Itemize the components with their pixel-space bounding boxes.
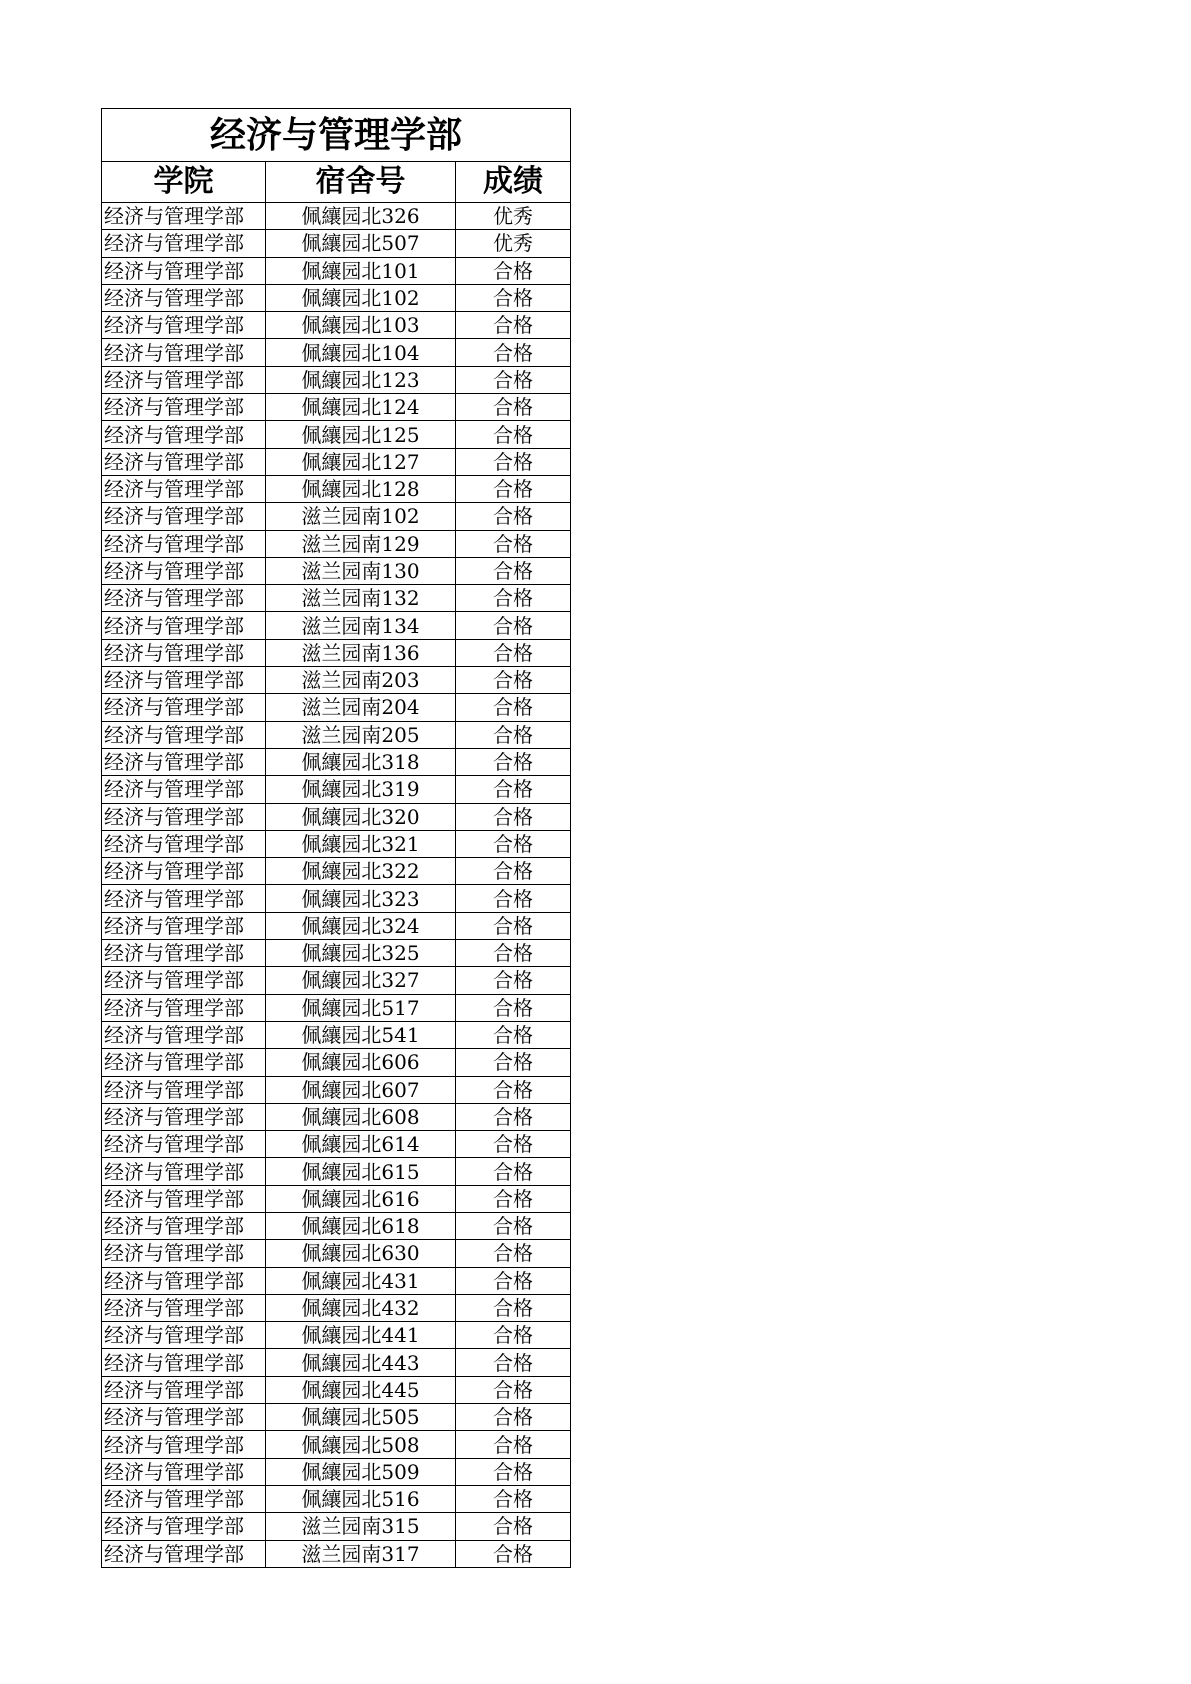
table-row	[102, 1240, 571, 1267]
table-row	[102, 694, 571, 721]
column-header-grade: 成绩	[456, 162, 571, 203]
college-cell: 经济与管理学部	[102, 1404, 266, 1431]
college-cell: 经济与管理学部	[102, 776, 266, 803]
grade-cell: 合格	[456, 1431, 571, 1458]
table-row	[102, 1185, 571, 1212]
grade-cell: 合格	[456, 1131, 571, 1158]
grade-cell: 合格	[456, 912, 571, 939]
college-cell: 经济与管理学部	[102, 885, 266, 912]
grade-cell: 合格	[456, 858, 571, 885]
grade-cell: 合格	[456, 612, 571, 639]
grade-cell: 合格	[456, 312, 571, 339]
dorm-cell: 佩纕园北327	[266, 967, 456, 994]
grade-cell: 合格	[456, 1021, 571, 1048]
dorm-cell: 滋兰园南129	[266, 530, 456, 557]
college-cell: 经济与管理学部	[102, 694, 266, 721]
grade-cell: 合格	[456, 1267, 571, 1294]
college-cell: 经济与管理学部	[102, 230, 266, 257]
grade-cell: 合格	[456, 940, 571, 967]
dorm-cell: 佩纕园北541	[266, 1021, 456, 1048]
column-header-college: 学院	[102, 162, 266, 203]
grade-cell: 合格	[456, 1158, 571, 1185]
dorm-cell: 佩纕园北124	[266, 394, 456, 421]
table-row	[102, 1485, 571, 1512]
college-cell: 经济与管理学部	[102, 503, 266, 530]
grade-cell: 合格	[456, 885, 571, 912]
table-row	[102, 912, 571, 939]
college-cell: 经济与管理学部	[102, 448, 266, 475]
college-cell: 经济与管理学部	[102, 1294, 266, 1321]
dorm-cell: 佩纕园北608	[266, 1103, 456, 1130]
table-body	[102, 203, 571, 1568]
college-cell: 经济与管理学部	[102, 721, 266, 748]
table-row	[102, 284, 571, 311]
college-cell: 经济与管理学部	[102, 1431, 266, 1458]
college-cell: 经济与管理学部	[102, 1103, 266, 1130]
grade-cell: 合格	[456, 1103, 571, 1130]
dorm-cell: 佩纕园北431	[266, 1267, 456, 1294]
dorm-cell: 佩纕园北319	[266, 776, 456, 803]
grade-cell: 合格	[456, 1349, 571, 1376]
table-row	[102, 612, 571, 639]
table-row	[102, 1376, 571, 1403]
table-row	[102, 748, 571, 775]
table-row	[102, 503, 571, 530]
table-row	[102, 885, 571, 912]
table-row	[102, 776, 571, 803]
grade-cell: 合格	[456, 394, 571, 421]
dorm-cell: 佩纕园北517	[266, 994, 456, 1021]
grade-cell: 合格	[456, 585, 571, 612]
college-cell: 经济与管理学部	[102, 667, 266, 694]
dorm-cell: 佩纕园北507	[266, 230, 456, 257]
college-cell: 经济与管理学部	[102, 858, 266, 885]
table-row	[102, 585, 571, 612]
college-cell: 经济与管理学部	[102, 203, 266, 230]
grade-cell: 合格	[456, 475, 571, 502]
grade-cell: 合格	[456, 830, 571, 857]
table-title: 经济与管理学部	[102, 109, 571, 162]
dorm-cell: 佩纕园北323	[266, 885, 456, 912]
dorm-cell: 佩纕园北321	[266, 830, 456, 857]
college-cell: 经济与管理学部	[102, 366, 266, 393]
dorm-cell: 佩纕园北614	[266, 1131, 456, 1158]
college-cell: 经济与管理学部	[102, 1267, 266, 1294]
dorm-cell: 佩纕园北630	[266, 1240, 456, 1267]
grade-cell: 合格	[456, 748, 571, 775]
grade-cell: 合格	[456, 1540, 571, 1567]
college-cell: 经济与管理学部	[102, 967, 266, 994]
dorm-cell: 佩纕园北607	[266, 1076, 456, 1103]
grade-cell: 合格	[456, 339, 571, 366]
table-row	[102, 366, 571, 393]
table-row	[102, 230, 571, 257]
table-row	[102, 1076, 571, 1103]
grade-cell: 优秀	[456, 203, 571, 230]
college-cell: 经济与管理学部	[102, 748, 266, 775]
dorm-cell: 佩纕园北441	[266, 1322, 456, 1349]
dorm-cell: 佩纕园北104	[266, 339, 456, 366]
grade-cell: 合格	[456, 284, 571, 311]
college-cell: 经济与管理学部	[102, 1349, 266, 1376]
college-cell: 经济与管理学部	[102, 912, 266, 939]
grade-cell: 合格	[456, 721, 571, 748]
grade-cell: 合格	[456, 1294, 571, 1321]
table-row	[102, 1513, 571, 1540]
college-cell: 经济与管理学部	[102, 1322, 266, 1349]
dorm-cell: 佩纕园北615	[266, 1158, 456, 1185]
table-row	[102, 1404, 571, 1431]
column-header-dorm: 宿舍号	[266, 162, 456, 203]
dorm-cell: 佩纕园北516	[266, 1485, 456, 1512]
dorm-cell: 佩纕园北320	[266, 803, 456, 830]
college-cell: 经济与管理学部	[102, 1049, 266, 1076]
college-cell: 经济与管理学部	[102, 530, 266, 557]
dorm-cell: 佩纕园北123	[266, 366, 456, 393]
grade-cell: 合格	[456, 639, 571, 666]
table-row	[102, 1212, 571, 1239]
dorm-cell: 佩纕园北125	[266, 421, 456, 448]
grade-cell: 合格	[456, 1513, 571, 1540]
grade-cell: 合格	[456, 967, 571, 994]
college-cell: 经济与管理学部	[102, 1212, 266, 1239]
college-cell: 经济与管理学部	[102, 1158, 266, 1185]
table-row	[102, 1540, 571, 1567]
dorm-cell: 佩纕园北606	[266, 1049, 456, 1076]
dorm-cell: 佩纕园北618	[266, 1212, 456, 1239]
table-row	[102, 1021, 571, 1048]
dorm-cell: 佩纕园北322	[266, 858, 456, 885]
table-row	[102, 1131, 571, 1158]
grade-cell: 合格	[456, 1322, 571, 1349]
grade-cell: 合格	[456, 257, 571, 284]
table-row	[102, 1294, 571, 1321]
dorm-cell: 佩纕园北326	[266, 203, 456, 230]
table-row	[102, 312, 571, 339]
dorm-cell: 滋兰园南132	[266, 585, 456, 612]
grade-cell: 优秀	[456, 230, 571, 257]
dorm-cell: 佩纕园北432	[266, 1294, 456, 1321]
table-row	[102, 1431, 571, 1458]
dorm-cell: 滋兰园南315	[266, 1513, 456, 1540]
grade-cell: 合格	[456, 776, 571, 803]
table-row	[102, 1103, 571, 1130]
college-cell: 经济与管理学部	[102, 557, 266, 584]
dorm-cell: 滋兰园南130	[266, 557, 456, 584]
college-cell: 经济与管理学部	[102, 803, 266, 830]
college-cell: 经济与管理学部	[102, 994, 266, 1021]
college-cell: 经济与管理学部	[102, 1240, 266, 1267]
table-row	[102, 203, 571, 230]
dorm-cell: 佩纕园北102	[266, 284, 456, 311]
dorm-cell: 佩纕园北445	[266, 1376, 456, 1403]
grade-cell: 合格	[456, 994, 571, 1021]
college-cell: 经济与管理学部	[102, 312, 266, 339]
dorm-cell: 佩纕园北509	[266, 1458, 456, 1485]
table-row	[102, 940, 571, 967]
dorm-cell: 滋兰园南203	[266, 667, 456, 694]
table-row	[102, 448, 571, 475]
college-cell: 经济与管理学部	[102, 940, 266, 967]
grade-cell: 合格	[456, 1240, 571, 1267]
table-row	[102, 421, 571, 448]
college-cell: 经济与管理学部	[102, 1021, 266, 1048]
table-row	[102, 339, 571, 366]
dorm-cell: 佩纕园北443	[266, 1349, 456, 1376]
college-cell: 经济与管理学部	[102, 830, 266, 857]
dorm-cell: 佩纕园北127	[266, 448, 456, 475]
college-cell: 经济与管理学部	[102, 284, 266, 311]
table-row	[102, 858, 571, 885]
college-cell: 经济与管理学部	[102, 1076, 266, 1103]
dorm-cell: 佩纕园北505	[266, 1404, 456, 1431]
grade-cell: 合格	[456, 1212, 571, 1239]
grade-cell: 合格	[456, 421, 571, 448]
table-row	[102, 1267, 571, 1294]
college-cell: 经济与管理学部	[102, 612, 266, 639]
college-cell: 经济与管理学部	[102, 1458, 266, 1485]
grade-cell: 合格	[456, 448, 571, 475]
table-row	[102, 639, 571, 666]
table-row	[102, 257, 571, 284]
dorm-grade-table	[101, 108, 571, 1568]
dorm-cell: 佩纕园北325	[266, 940, 456, 967]
dorm-cell: 佩纕园北318	[266, 748, 456, 775]
college-cell: 经济与管理学部	[102, 585, 266, 612]
college-cell: 经济与管理学部	[102, 257, 266, 284]
college-cell: 经济与管理学部	[102, 339, 266, 366]
college-cell: 经济与管理学部	[102, 1185, 266, 1212]
table-row	[102, 1158, 571, 1185]
college-cell: 经济与管理学部	[102, 1376, 266, 1403]
college-cell: 经济与管理学部	[102, 475, 266, 502]
table-row	[102, 394, 571, 421]
dorm-cell: 佩纕园北324	[266, 912, 456, 939]
grade-cell: 合格	[456, 1376, 571, 1403]
grade-cell: 合格	[456, 1458, 571, 1485]
dorm-cell: 滋兰园南102	[266, 503, 456, 530]
college-cell: 经济与管理学部	[102, 1540, 266, 1567]
grade-cell: 合格	[456, 1076, 571, 1103]
college-cell: 经济与管理学部	[102, 421, 266, 448]
dorm-cell: 滋兰园南136	[266, 639, 456, 666]
table-row	[102, 1322, 571, 1349]
table-row	[102, 721, 571, 748]
grade-cell: 合格	[456, 694, 571, 721]
grade-cell: 合格	[456, 803, 571, 830]
dorm-cell: 佩纕园北508	[266, 1431, 456, 1458]
dorm-cell: 滋兰园南134	[266, 612, 456, 639]
dorm-cell: 佩纕园北616	[266, 1185, 456, 1212]
grade-cell: 合格	[456, 503, 571, 530]
dorm-cell: 滋兰园南205	[266, 721, 456, 748]
grade-cell: 合格	[456, 557, 571, 584]
dorm-cell: 滋兰园南317	[266, 1540, 456, 1567]
table-row	[102, 667, 571, 694]
grade-cell: 合格	[456, 1404, 571, 1431]
grade-cell: 合格	[456, 366, 571, 393]
grade-cell: 合格	[456, 530, 571, 557]
title-row	[102, 109, 571, 162]
college-cell: 经济与管理学部	[102, 639, 266, 666]
grade-cell: 合格	[456, 1049, 571, 1076]
table-row	[102, 1049, 571, 1076]
grade-cell: 合格	[456, 667, 571, 694]
header-row	[102, 162, 571, 203]
grade-cell: 合格	[456, 1185, 571, 1212]
college-cell: 经济与管理学部	[102, 1485, 266, 1512]
dorm-cell: 佩纕园北103	[266, 312, 456, 339]
table-row	[102, 830, 571, 857]
college-cell: 经济与管理学部	[102, 1513, 266, 1540]
table-row	[102, 1458, 571, 1485]
dorm-cell: 滋兰园南204	[266, 694, 456, 721]
table-row	[102, 967, 571, 994]
table-row	[102, 475, 571, 502]
table-row	[102, 530, 571, 557]
table-row	[102, 557, 571, 584]
table-row	[102, 994, 571, 1021]
table-row	[102, 1349, 571, 1376]
dorm-cell: 佩纕园北128	[266, 475, 456, 502]
college-cell: 经济与管理学部	[102, 394, 266, 421]
college-cell: 经济与管理学部	[102, 1131, 266, 1158]
dorm-cell: 佩纕园北101	[266, 257, 456, 284]
table-row	[102, 803, 571, 830]
grade-cell: 合格	[456, 1485, 571, 1512]
